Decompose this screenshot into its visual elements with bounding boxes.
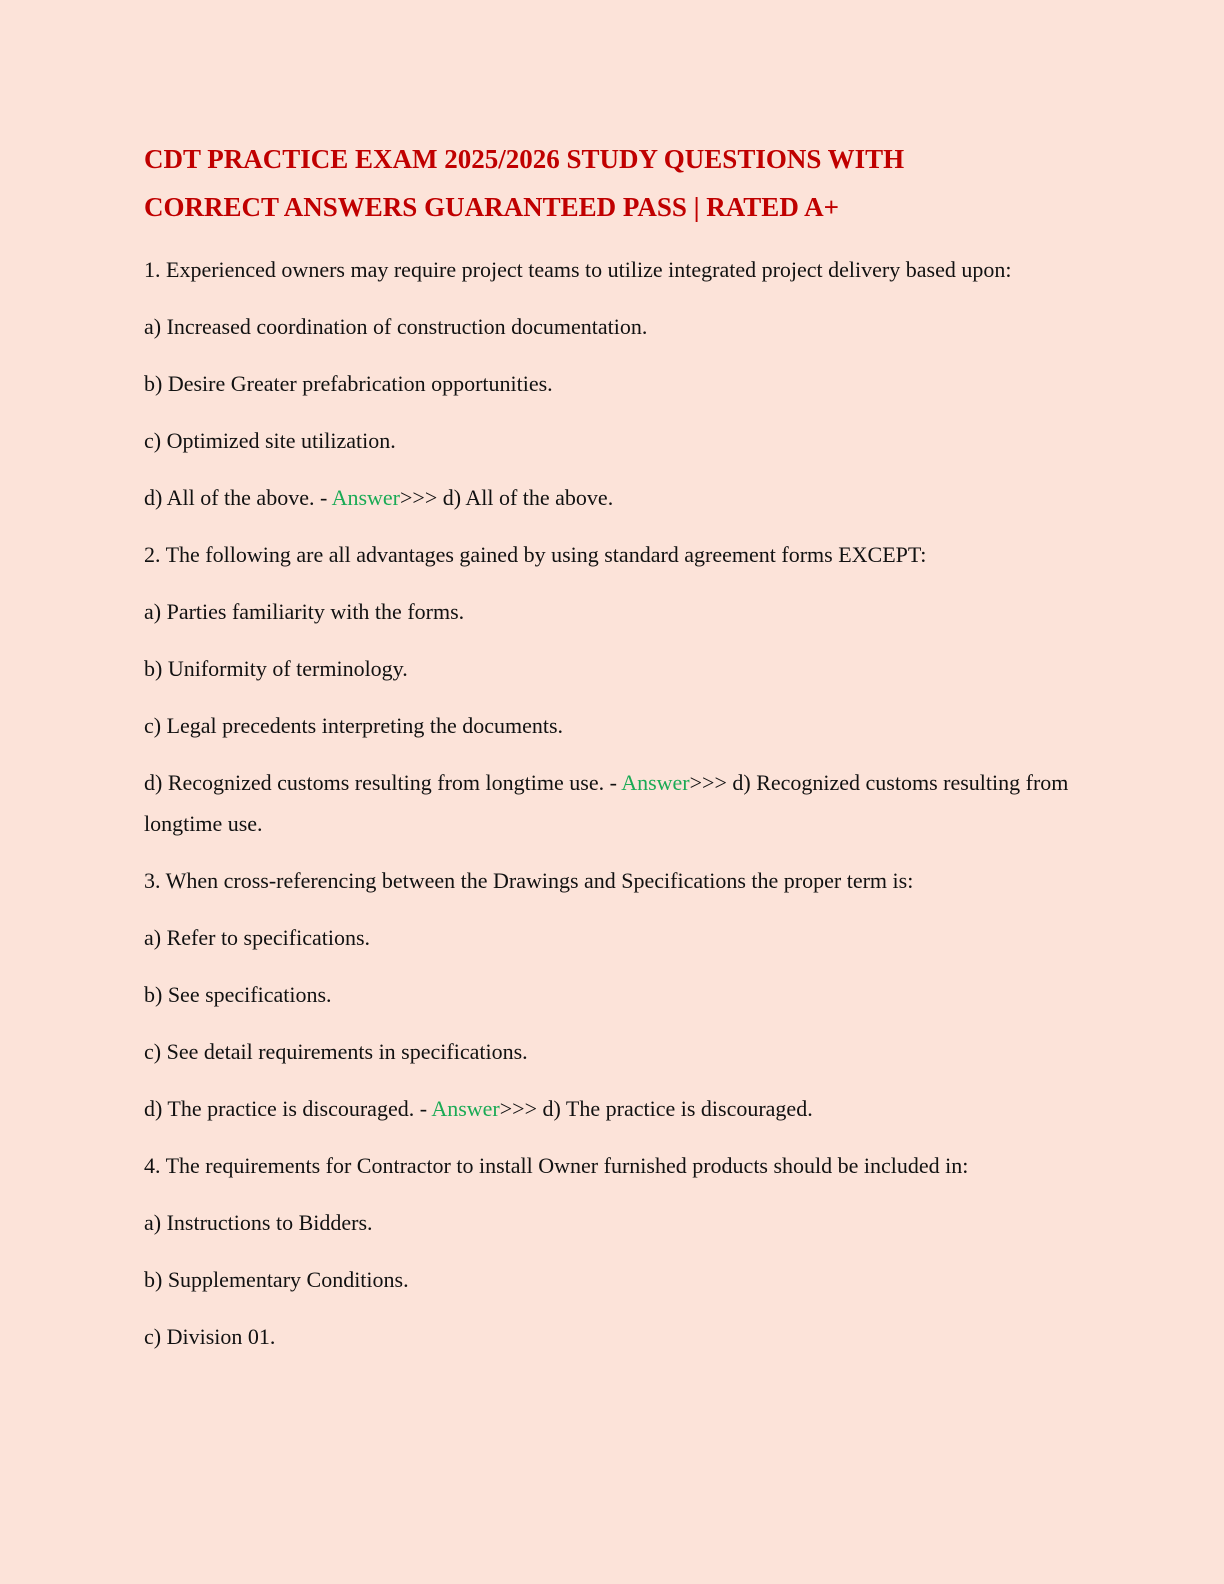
q2-option-a: a) Parties familiarity with the forms.	[144, 599, 465, 624]
question-4: 4. The requirements for Contractor to install Owner furnished products should be included in:	[144, 1153, 969, 1178]
q2-option-b: b) Uniformity of terminology.	[144, 656, 408, 681]
q1-option-b: b) Desire Greater prefabrication opportunities.	[144, 371, 553, 396]
document-title	[144, 135, 1104, 231]
q3-option-d-text: d) The practice is discouraged. -	[144, 1096, 432, 1121]
question-2: 2. The following are all advantages gained by using standard agreement forms EXCEPT:	[144, 542, 927, 567]
q1-option-d-text: d) All of the above. -	[144, 485, 332, 510]
q3-answer-text: >>> d) The practice is discouraged.	[499, 1096, 813, 1121]
q1-option-d-with-answer	[144, 477, 1104, 518]
q2-option-c: c) Legal precedents interpreting the documents.	[144, 713, 564, 738]
q4-option-a: a) Instructions to Bidders.	[144, 1210, 373, 1235]
q1-answer-label: Answer	[331, 485, 401, 510]
q3-option-a: a) Refer to specifications.	[144, 925, 371, 950]
q3-option-b: b) See specifications.	[144, 982, 332, 1007]
q4-option-c: c) Division 01.	[144, 1324, 276, 1349]
q2-answer-label: Answer	[621, 770, 690, 795]
q1-option-a: a) Increased coordination of construction documentation.	[144, 314, 648, 339]
q3-option-c: c) See detail requirements in specifications.	[144, 1039, 528, 1064]
question-1: 1. Experienced owners may require project teams to utilize integrated project delivery based upon:	[144, 257, 1012, 282]
title-line-1: CDT PRACTICE EXAM 2025/2026 STUDY QUESTIONS WITH	[144, 144, 905, 174]
q2-answer-text: >>> d) Recognized customs resulting from longtime use.	[144, 770, 1069, 836]
q3-option-d-with-answer	[144, 1088, 1104, 1129]
q2-option-d-text: d) Recognized customs resulting from longtime use. -	[144, 770, 622, 795]
q4-option-b: b) Supplementary Conditions.	[144, 1267, 409, 1292]
q1-option-c: c) Optimized site utilization.	[144, 428, 396, 453]
title-line-2: CORRECT ANSWERS GUARANTEED PASS | RATED A+	[144, 192, 839, 222]
q1-answer-text: >>> d) All of the above.	[400, 485, 614, 510]
q3-answer-label: Answer	[431, 1096, 500, 1121]
q2-option-d-with-answer	[144, 762, 1104, 844]
question-3: 3. When cross-referencing between the Drawings and Specifications the proper term is:	[144, 868, 914, 893]
